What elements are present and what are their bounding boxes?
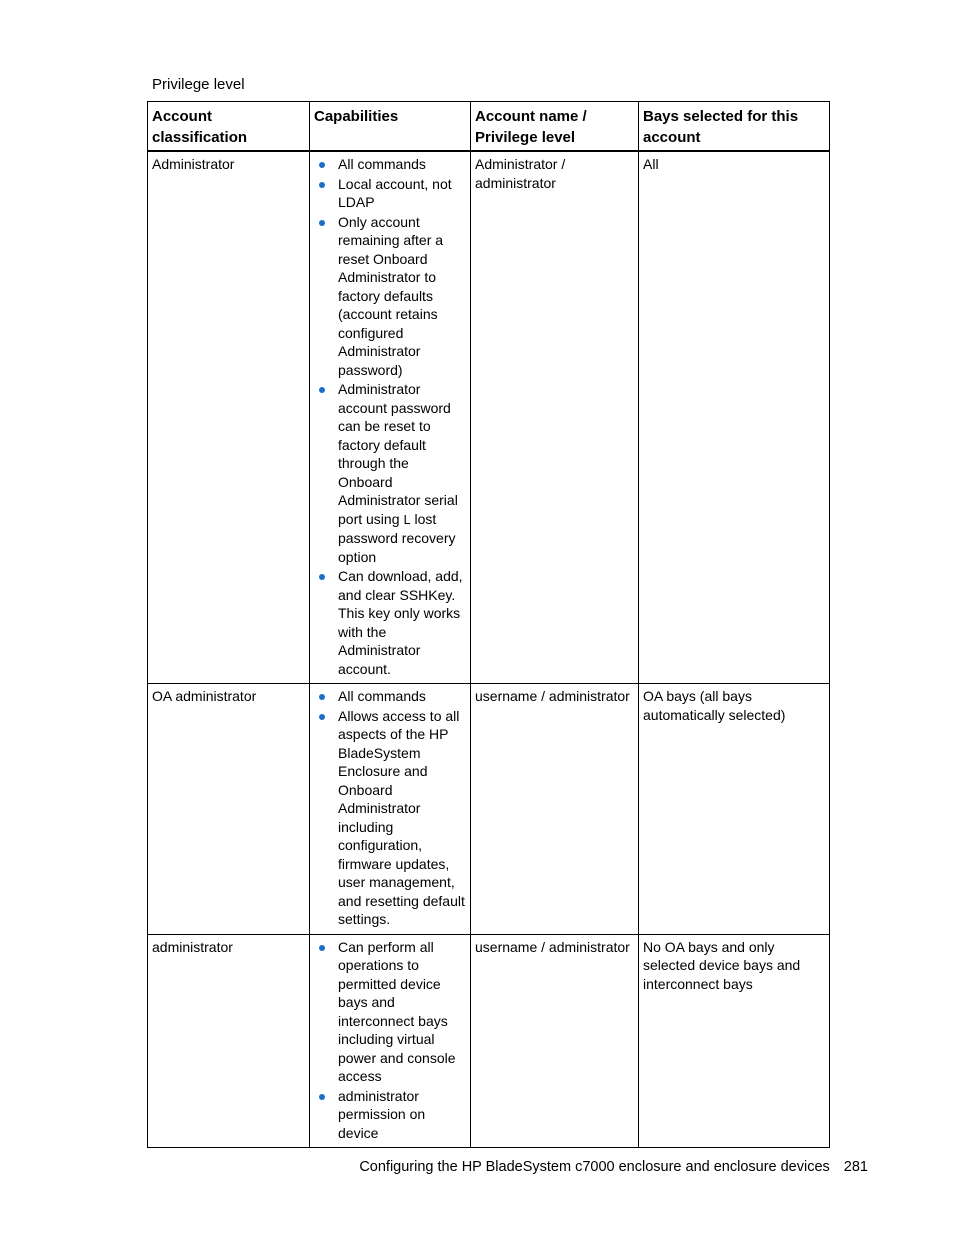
column-header-bays: Bays selected for this account (639, 102, 830, 152)
account-name-cell: Administrator / administrator (471, 151, 639, 684)
capability-text: All commands (338, 688, 426, 704)
column-header-account-name: Account name / Privilege level (471, 102, 639, 152)
capability-text: All commands (338, 156, 426, 172)
bullet-icon (319, 387, 325, 393)
capabilities-list (314, 687, 466, 929)
capability-text: Only account remaining after a reset Onboard Administrator to factory defaults (account retains configured Administrator password) (338, 213, 444, 378)
list-item (314, 687, 466, 706)
privilege-table (147, 101, 830, 1148)
capability-text: Can perform all operations to permitted device bays and interconnect bays including virtual power and console access (338, 938, 456, 1084)
bullet-icon (319, 945, 325, 951)
bays-cell: OA bays (all bays automatically selected) (639, 684, 830, 935)
command-code: L (403, 512, 411, 527)
list-item (314, 213, 466, 380)
table-header-row (148, 102, 830, 152)
capabilities-list (314, 155, 466, 678)
capability-text-after-code: lost password recovery option (338, 510, 456, 565)
bullet-icon (319, 574, 325, 580)
bullet-icon (319, 1094, 325, 1100)
capability-text: Allows access to all aspects of the HP BladeSystem Enclosure and Onboard Administrator including configuration, firmware updates, user management, and resetting default settings. (338, 707, 465, 927)
account-name-cell: username / administrator (471, 934, 639, 1148)
table-row (148, 934, 830, 1148)
capability-text: Local account, not LDAP (338, 175, 452, 210)
capabilities-cell (310, 934, 471, 1148)
list-item (314, 707, 466, 929)
account-classification-cell: OA administrator (148, 684, 310, 935)
column-header-capabilities: Capabilities (310, 102, 471, 152)
capabilities-cell (310, 684, 471, 935)
column-header-classification: Account classification (148, 102, 310, 152)
bays-cell: No OA bays and only selected device bays and interconnect bays (639, 934, 830, 1148)
capabilities-cell (310, 151, 471, 684)
bullet-icon (319, 694, 325, 700)
list-item (314, 155, 466, 174)
capability-text: administrator permission on device (338, 1087, 426, 1141)
table-row (148, 684, 830, 935)
account-name-cell: username / administrator (471, 684, 639, 935)
page-footer (359, 1157, 868, 1177)
list-item (314, 175, 466, 212)
account-classification-cell: administrator (148, 934, 310, 1148)
page-number: 281 (843, 1159, 868, 1175)
table-row (148, 151, 830, 684)
capability-text: Can download, add, and clear SSHKey. This key only works with the Administrator account. (338, 568, 463, 677)
list-item (314, 567, 466, 678)
bullet-icon (319, 182, 325, 188)
list-item (314, 1087, 466, 1143)
bullet-icon (319, 714, 325, 720)
footer-text: Configuring the HP BladeSystem c7000 enclosure and enclosure devices (359, 1159, 830, 1175)
bays-cell: All (639, 151, 830, 684)
bullet-icon (319, 220, 325, 226)
account-classification-cell: Administrator (148, 151, 310, 684)
list-item (314, 380, 466, 566)
bullet-icon (319, 162, 325, 168)
section-title: Privilege level (152, 76, 245, 93)
capabilities-list (314, 938, 466, 1143)
capability-text-before-code: Administrator account password can be reset to factory default through the Onboard Administrator serial port using (338, 381, 458, 527)
list-item (314, 938, 466, 1086)
